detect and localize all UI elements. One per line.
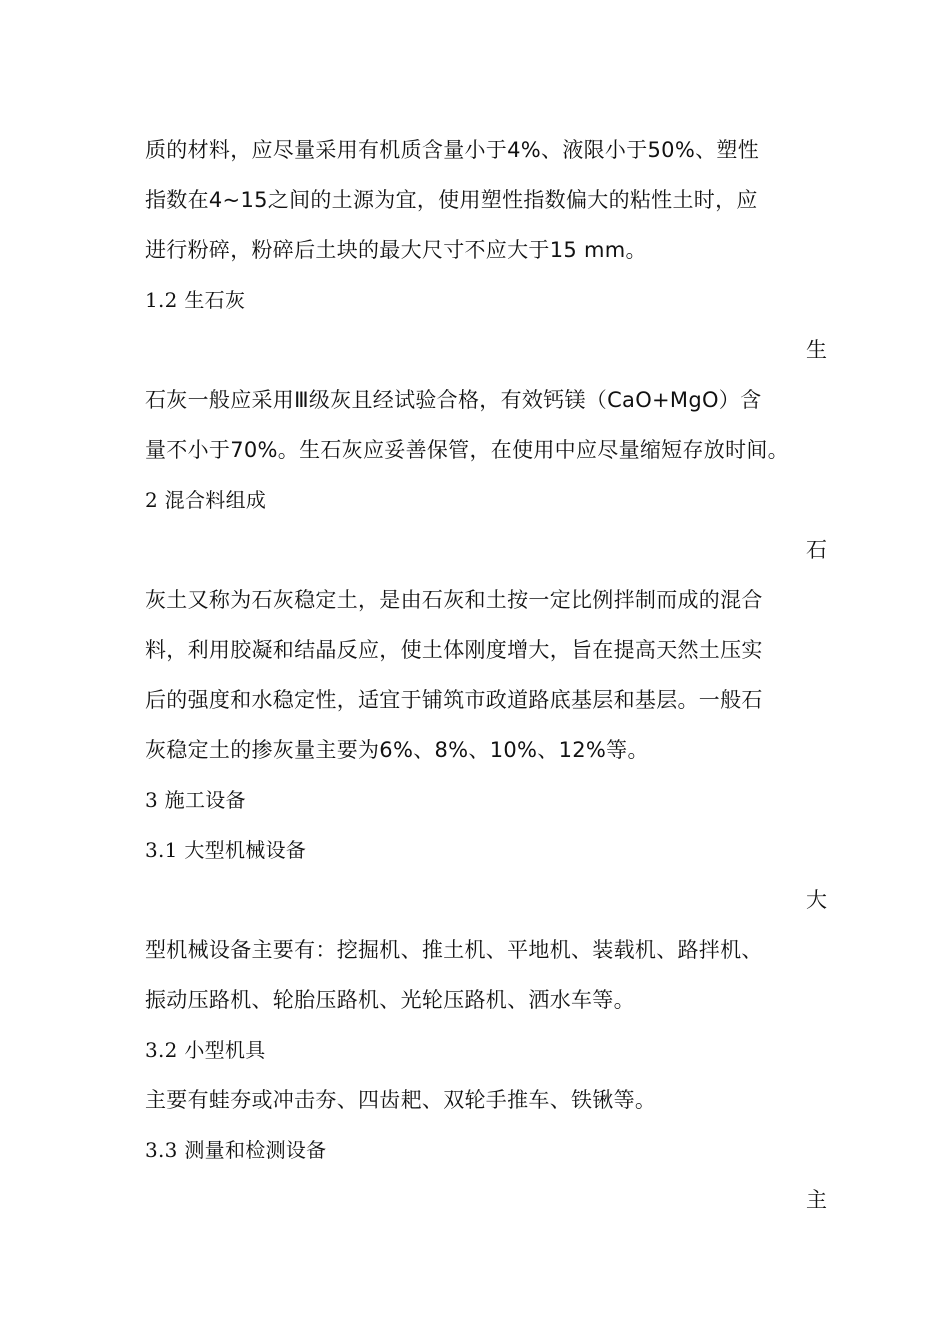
paragraph-first-char: 石 <box>806 538 827 562</box>
paragraph-line: 量不小于70%。生石灰应妥善保管，在使用中应尽量缩短存放时间。 <box>145 438 789 462</box>
paragraph-line: 灰稳定土的掺灰量主要为6%、8%、10%、12%等。 <box>145 738 649 762</box>
section-heading-3-2: 3.2 小型机具 <box>145 1038 266 1062</box>
section-heading-3-1: 3.1 大型机械设备 <box>145 838 307 862</box>
paragraph-line: 石灰一般应采用Ⅲ级灰且经试验合格，有效钙镁（CaO+MgO）含 <box>145 388 762 412</box>
paragraph-line: 后的强度和水稳定性，适宜于铺筑市政道路底基层和基层。一般石 <box>145 688 763 712</box>
paragraph-line: 质的材料，应尽量采用有机质含量小于4%、液限小于50%、塑性 <box>145 138 759 162</box>
paragraph-line: 进行粉碎，粉碎后土块的最大尺寸不应大于15 mm。 <box>145 238 647 262</box>
paragraph-line: 料，利用胶凝和结晶反应，使土体刚度增大，旨在提高天然土压实 <box>145 638 763 662</box>
section-heading-1-2: 1.2 生石灰 <box>145 288 246 312</box>
paragraph-line: 灰土又称为石灰稳定土，是由石灰和土按一定比例拌制而成的混合 <box>145 588 763 612</box>
paragraph-first-char: 生 <box>806 338 827 362</box>
paragraph-line: 指数在4~15之间的土源为宜，使用塑性指数偏大的粘性土时，应 <box>145 188 758 212</box>
paragraph-first-char: 大 <box>806 888 827 912</box>
section-heading-3: 3 施工设备 <box>145 788 246 812</box>
paragraph-line: 型机械设备主要有：挖掘机、推土机、平地机、装载机、路拌机、 <box>145 938 763 962</box>
paragraph-line: 主要有蛙夯或冲击夯、四齿耙、双轮手推车、铁锹等。 <box>145 1088 657 1112</box>
section-heading-3-3: 3.3 测量和检测设备 <box>145 1138 327 1162</box>
section-heading-2: 2 混合料组成 <box>145 488 267 512</box>
paragraph-line: 振动压路机、轮胎压路机、光轮压路机、洒水车等。 <box>145 988 635 1012</box>
paragraph-first-char: 主 <box>806 1188 827 1212</box>
